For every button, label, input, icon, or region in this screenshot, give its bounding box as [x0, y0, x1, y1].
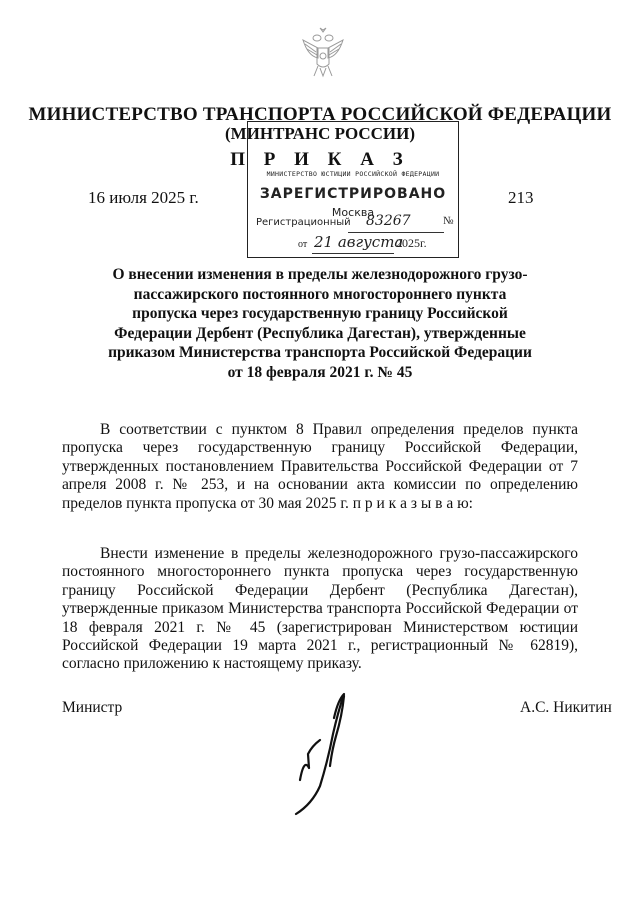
- handwritten-signature-icon: [278, 688, 358, 818]
- stamp-ministry-line: МИНИСТЕРСТВО ЮСТИЦИИ РОССИЙСКОЙ ФЕДЕРАЦИИ: [266, 170, 440, 178]
- stamp-city: Москва: [331, 206, 375, 219]
- stamp-year: 2025г.: [396, 236, 427, 250]
- ministry-short-name: (МИНТРАНС РОССИИ): [224, 124, 416, 143]
- stamp-date-prefix: от: [298, 239, 308, 250]
- ministry-name: МИНИСТЕРСТВО ТРАНСПОРТА РОССИЙСКОЙ ФЕДЕРАЦИИ: [28, 104, 612, 125]
- stamp-registered-label: ЗАРЕГИСТРИРОВАНО: [259, 186, 447, 202]
- stamp-reg-number: 83267: [366, 213, 411, 229]
- signatory-name: А.С. Никитин: [520, 699, 612, 716]
- stamp-number-sign: №: [443, 215, 454, 227]
- stamp-date-handwritten: 21 августа: [314, 233, 404, 251]
- coat-of-arms-icon: [300, 26, 346, 82]
- preamble-paragraph: В соответствии с пунктом 8 Правил определения пределов пункта пропуска через государственную границу Российской Федерации, утвержденных постановлением Правительства Российской Федерации от 7 апреля 2008 г. № 253, и на основании акта комиссии по определению пределов пункта пропуска от 30 мая 2025 г. п р и к а з ы в а ю:: [62, 421, 578, 512]
- document-type: П Р И К А З: [230, 149, 410, 170]
- order-paragraph: Внести изменение в пределы железнодорожного грузо-пассажирского постоянного многостороннего пункта пропуска через государственную границу Российской Федерации Дербент (Республика Дагестан), утвержденные приказом Министерства транспорта Российской Федерации от 18 февраля 2021 г. № 45 (зарегистрирован Министерством юстиции Российской Федерации 19 марта 2021 г., регистрационный № 62819), согласно приложению к настоящему приказу.: [62, 545, 578, 673]
- order-number: 213: [508, 188, 534, 207]
- stamp-reg-number-label: Регистрационный: [256, 217, 351, 228]
- order-title: О внесении изменения в пределы железнодорожного грузо-пассажирского постоянного многостороннего пункта пропуска через государственную границу Российской Федерации Дербент (Республика Дагестан), утвержденные приказом Министерства транспорта Российской Федерации от 18 февраля 2021 г. № 45: [108, 266, 532, 381]
- signatory-position: Министр: [62, 699, 123, 716]
- order-date: 16 июля 2025 г.: [88, 188, 199, 207]
- registration-stamp: [247, 121, 459, 258]
